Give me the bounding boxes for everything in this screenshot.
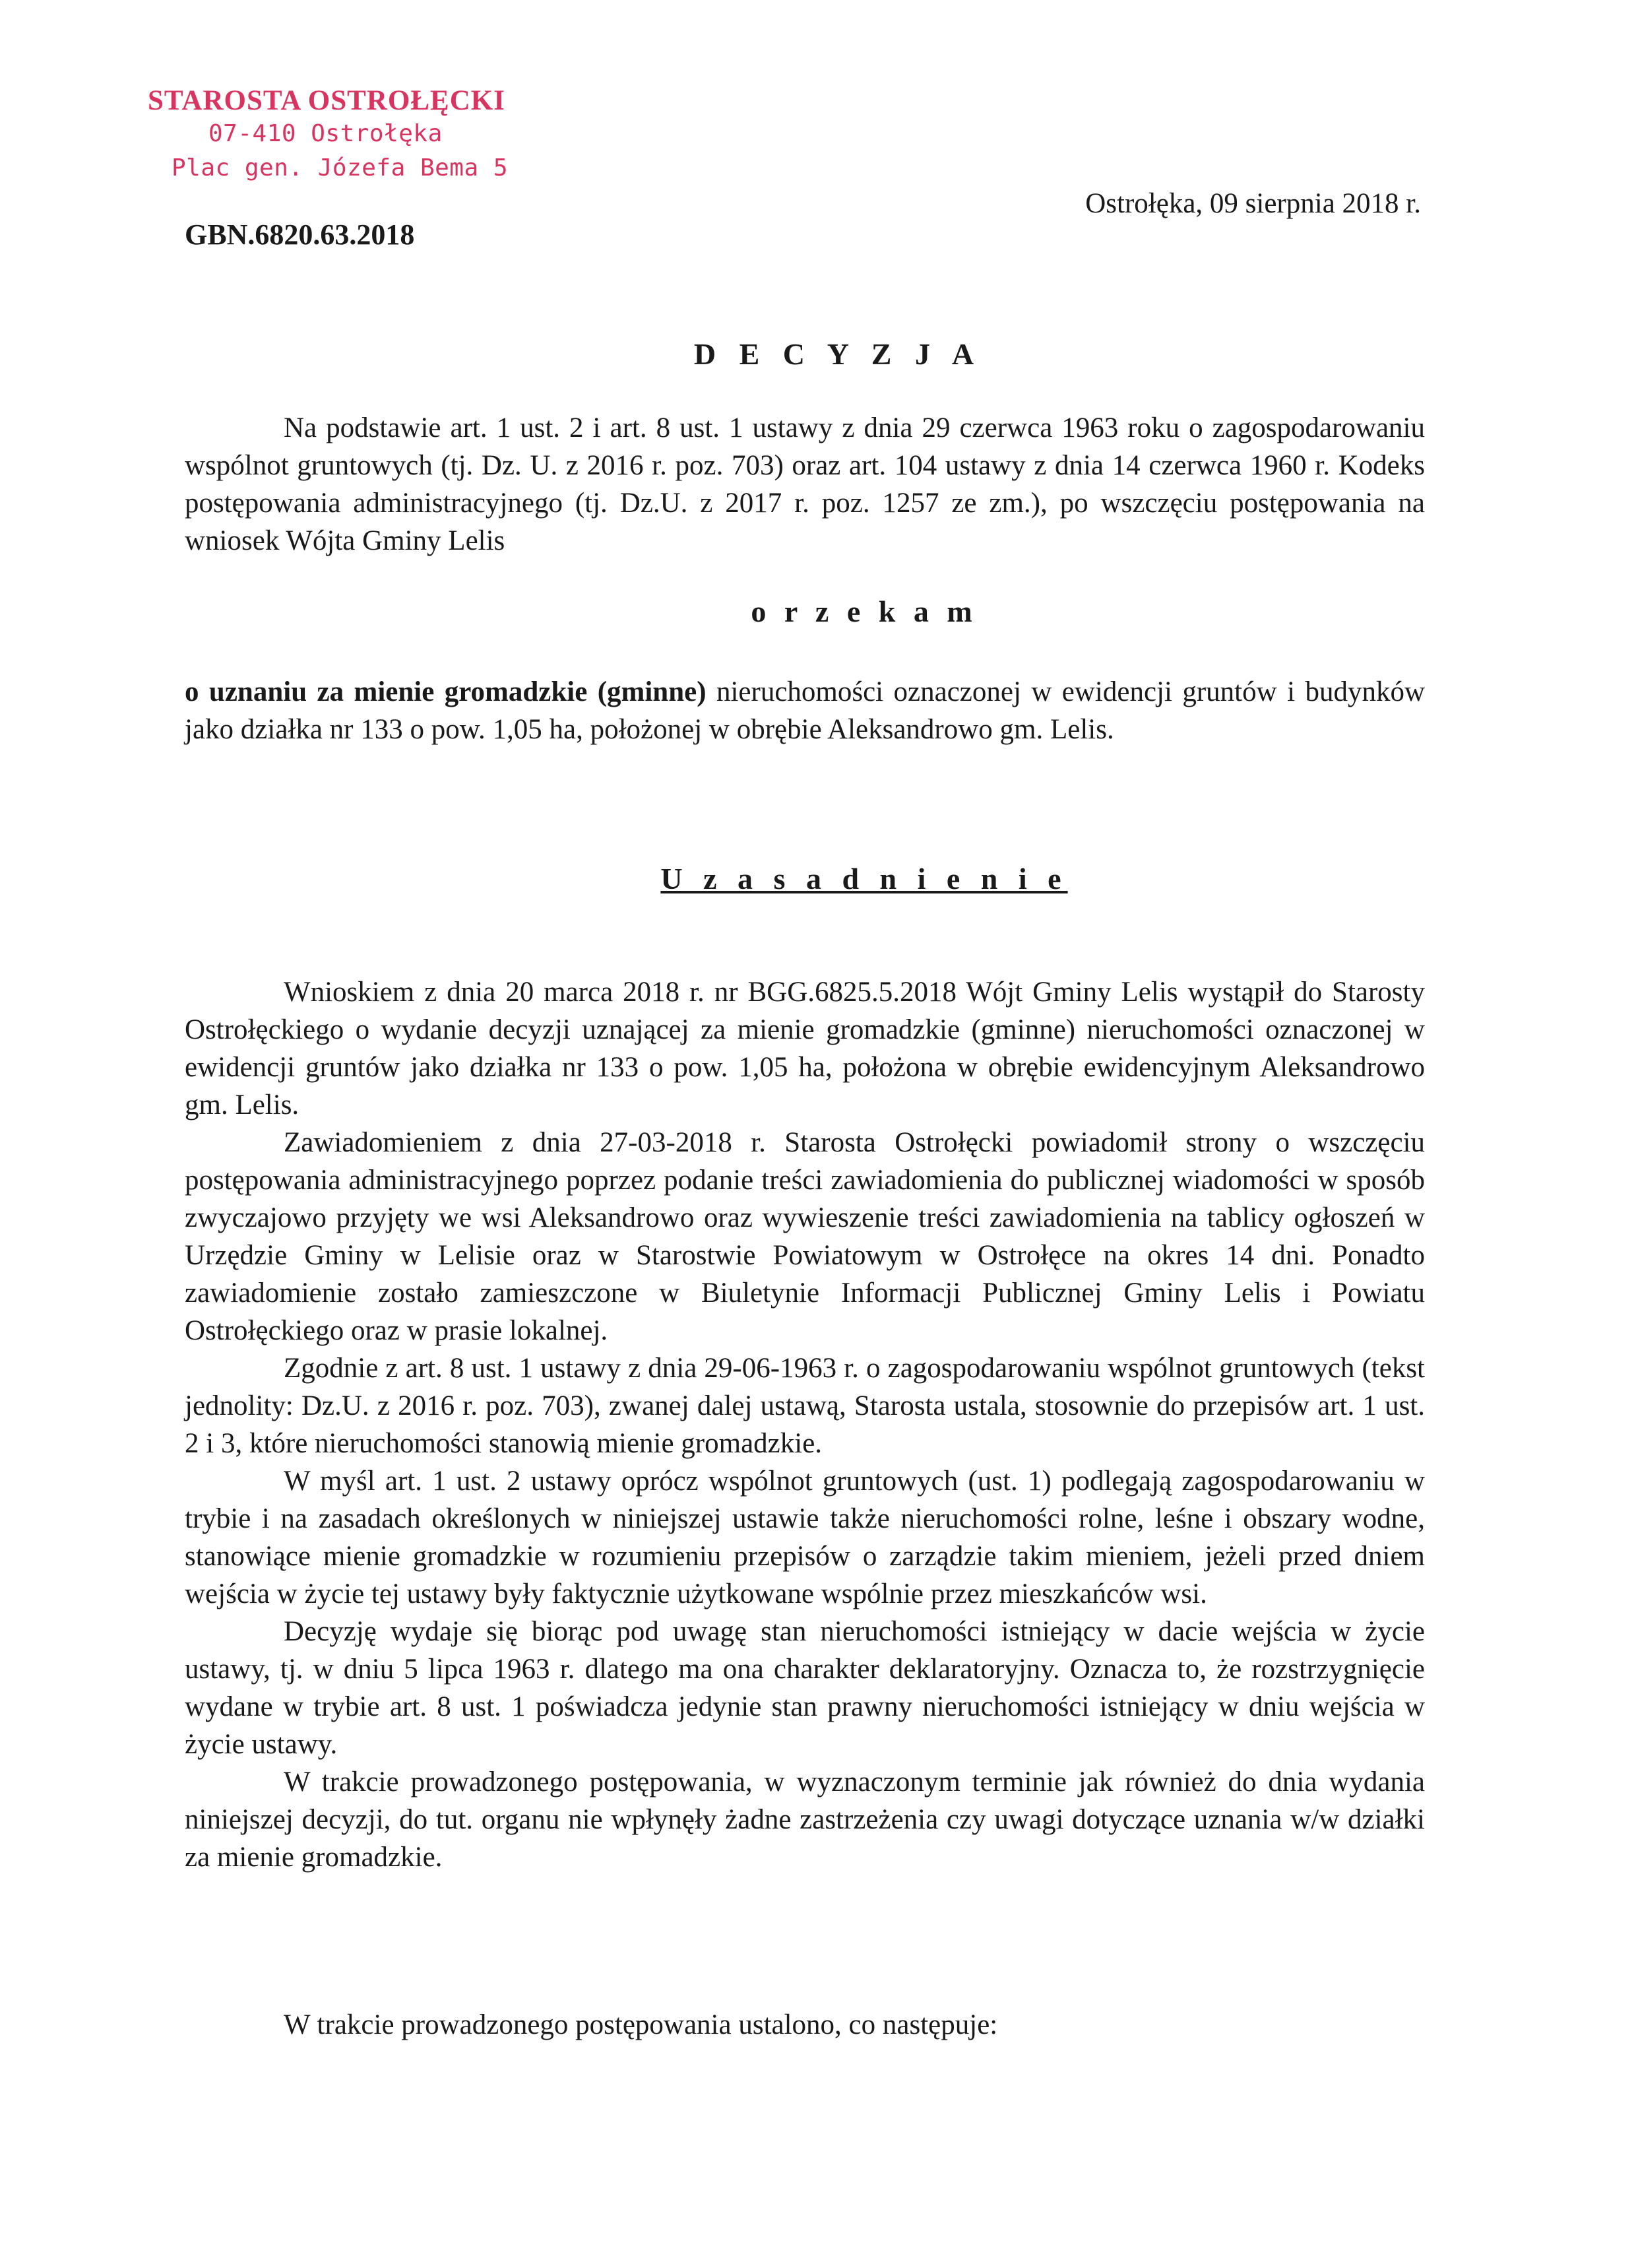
ruling-paragraph bbox=[185, 673, 1425, 748]
justification-paragraph: W trakcie prowadzonego postępowania, w wyznaczonym terminie jak również do dnia wydania niniejszej decyzji, do tut. organu nie wpłynęły żadne zastrzeżenia czy uwagi dotyczące uznania w/w działki za mienie gromadzkie. bbox=[185, 1766, 1425, 1873]
document-date: Ostrołęka, 09 sierpnia 2018 r. bbox=[1085, 188, 1421, 219]
ruling-heading: o r z e k a m bbox=[751, 595, 978, 628]
justification-paragraph: W myśl art. 1 ust. 2 ustawy oprócz wspólnot gruntowych (ust. 1) podlegają zagospodarowaniu w trybie i na zasadach określonych w niniejszej ustawie także nieruchomości rolne, leśne i obszary wodne, stanowiące mienie gromadzkie w rozumieniu przepisów o zarządzie takim mieniem, jeżeli przed dniem wejścia w życie tej ustawy były faktycznie użytkowane wspólnie przez mieszkańców wsi. bbox=[185, 1466, 1425, 1609]
justification-paragraph: Zgodnie z art. 8 ust. 1 ustawy z dnia 29-06-1963 r. o zagospodarowaniu wspólnot gruntowych (tekst jednolity: Dz.U. z 2016 r. poz. 703), zwanej dalej ustawą, Starosta ustala, stosownie do przepisów art. 1 ust. 2 i 3, które nieruchomości stanowią mienie gromadzkie. bbox=[185, 1353, 1425, 1459]
justification-body bbox=[185, 973, 1425, 1876]
legal-basis-paragraph: Na podstawie art. 1 ust. 2 i art. 8 ust. 1 ustawy z dnia 29 czerwca 1963 roku o zagospodarowaniu wspólnot gruntowych (tj. Dz. U. z 2016 r. poz. 703) oraz art. 104 ustawy z dnia 14 czerwca 1960 r. Kodeks postępowania administracyjnego (tj. Dz.U. z 2017 r. poz. 1257 ze zm.), po wszczęciu postępowania na wniosek Wójta Gminy Lelis bbox=[185, 412, 1425, 556]
justification-paragraph: Wnioskiem z dnia 20 marca 2018 r. nr BGG.6825.5.2018 Wójt Gminy Lelis wystąpił do Starosty Ostrołęckiego o wydanie decyzji uznającej za mienie gromadzkie (gminne) nieruchomości oznaczonej w ewidencji gruntów jako działka nr 133 o pow. 1,05 ha, położona w obrębie ewidencyjnym Aleksandrowo gm. Lelis. bbox=[185, 977, 1425, 1120]
document-title: D E C Y Z J A bbox=[693, 337, 982, 371]
stamp-postal-code: 07-410 Ostrołęka bbox=[208, 120, 443, 147]
stamp-street-address: Plac gen. Józefa Bema 5 bbox=[172, 154, 508, 181]
justification-paragraph: Zawiadomieniem z dnia 27-03-2018 r. Starosta Ostrołęcki powiadomił strony o wszczęciu postępowania administracyjnego poprzez podanie treści zawiadomienia do publicznej wiadomości w sposób zwyczajowo przyjęty we wsi Aleksandrowo oraz wywieszenie treści zawiadomienia na tablicy ogłoszeń w Urzędzie Gminy w Lelisie oraz w Starostwie Powiatowym w Ostrołęce na okres 14 dni. Ponadto zawiadomienie zostało zamieszczone w Biuletynie Informacji Publicznej Gminy Lelis i Powiatu Ostrołęckiego oraz w prasie lokalnej. bbox=[185, 1127, 1425, 1346]
ruling-text: nieruchomości oznaczonej w ewidencji gruntów i budynków jako działka nr 133 o pow. 1,05 ha, położonej w obrębie Aleksandrowo gm. Lelis. bbox=[185, 676, 1426, 745]
justification-heading: U z a s a d n i e n i e bbox=[660, 862, 1068, 895]
ruling-bold-phrase: o uznaniu za mienie gromadzkie (gminne) bbox=[185, 676, 707, 707]
office-stamp bbox=[148, 84, 517, 189]
case-reference-number: GBN.6820.63.2018 bbox=[185, 218, 415, 251]
stamp-office-name: STAROSTA OSTROŁĘCKI bbox=[148, 85, 505, 116]
justification-paragraph: Decyzję wydaje się biorąc pod uwagę stan nieruchomości istniejący w dacie wejścia w życie ustawy, tj. w dniu 5 lipca 1963 r. dlatego ma ona charakter deklaratoryjny. Oznacza to, że rozstrzygnięcie wydane w trybie art. 8 ust. 1 poświadcza jedynie stan prawny nieruchomości istniejący w dniu wejścia w życie ustawy. bbox=[185, 1616, 1425, 1760]
findings-intro-line: W trakcie prowadzonego postępowania ustalono, co następuje: bbox=[284, 2009, 998, 2040]
